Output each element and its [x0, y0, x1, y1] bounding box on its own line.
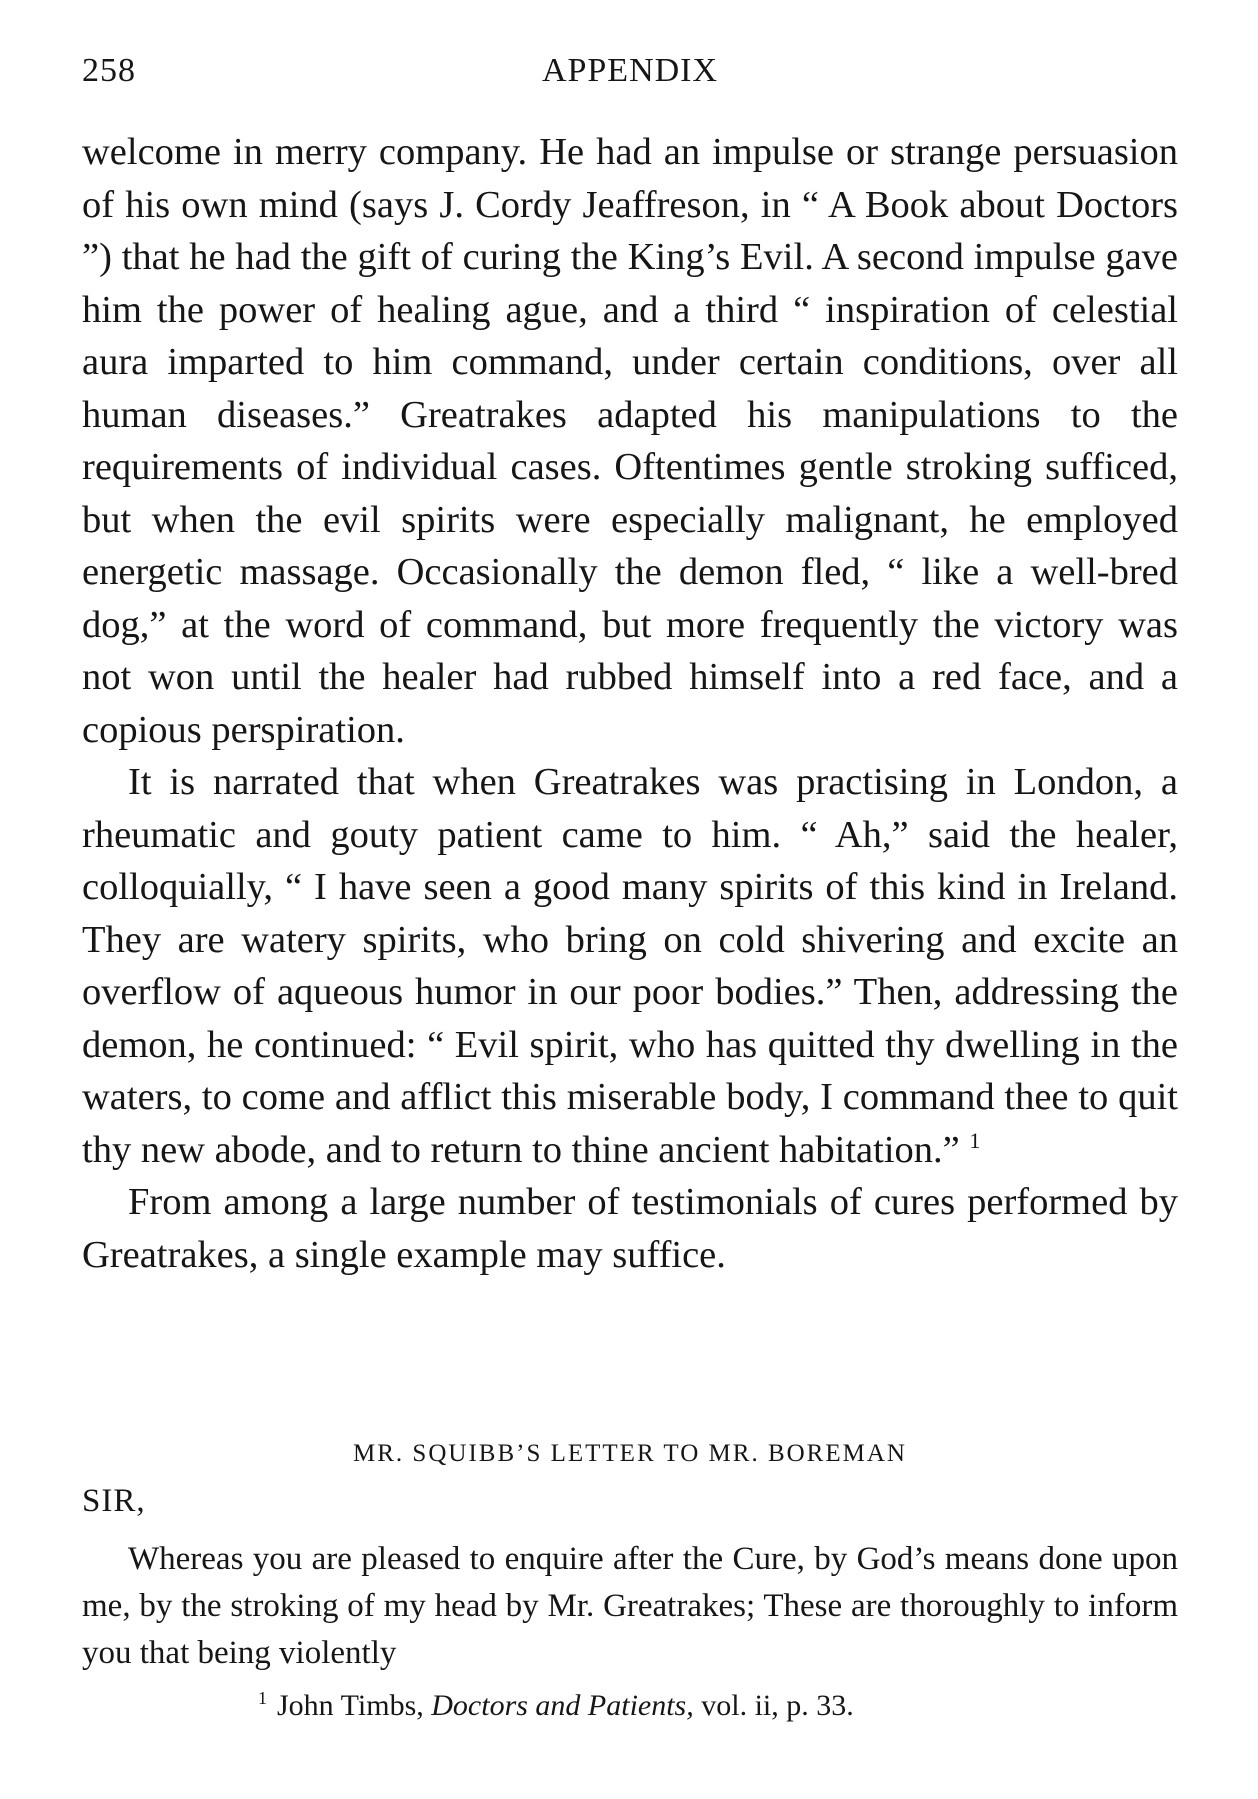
- running-head: APPENDIX: [541, 52, 719, 89]
- footnote-location: vol. ii, p. 33.: [701, 1689, 854, 1722]
- paragraph-text: It is narrated that when Greatrakes was practising in London, a rheumatic and gouty patient came to him. “ Ah,” said the healer, colloquially, “ I have seen a good many spirits of this kind in Ireland. They are watery spirits, who bring on cold shivering and excite an overflow of aqueous humor in our poor bodies.” Then, addressing the demon, he continued: “ Evil spirit, who has quitted thy dwelling in the waters, to come and afflict this miserable body, I command thee to quit thy new abode, and to return to thine ancient habitation.”: [82, 761, 1178, 1171]
- footnote-reference: 1: [969, 1127, 981, 1153]
- page-header: [82, 52, 1178, 96]
- footnote-title: Doctors and Patients,: [431, 1689, 694, 1722]
- footnote-marker: 1: [258, 1688, 267, 1708]
- paragraph: welcome in merry company. He had an impulse or strange persuasion of his own mind (says J. Cordy Jeaffreson, in “ A Book about Doctors ”) that he had the gift of curing the King’s Evil. A second impulse gave him the power of healing ague, and a third “ inspiration of celestial aura imparted to him command, under certain conditions, over all human diseases.” Greatrakes adapted his manipulations to the requirements of individual cases. Oftentimes gentle stroking sufficed, but when the evil spirits were especially malignant, he employed energetic massage. Occasionally the demon fled, “ like a well-bred dog,” at the word of command, but more frequently the victory was not won until the healer had rubbed himself into a red face, and a copious perspiration.: [82, 131, 1178, 751]
- letter-heading: MR. SQUIBB’S LETTER TO MR. BOREMAN: [353, 1440, 907, 1467]
- footnote-author: John Timbs,: [277, 1689, 424, 1722]
- body-text: [82, 126, 1178, 1281]
- book-page: [82, 0, 1178, 1799]
- footnote: [258, 1688, 854, 1723]
- paragraph: From among a large number of testimonials of cures performed by Greatrakes, a single example may suffice.: [82, 1181, 1178, 1276]
- letter-body: Whereas you are pleased to enquire after the Cure, by God’s means done upon me, by the stroking of my head by Mr. Greatrakes; These are thoroughly to inform you that being violently: [82, 1541, 1178, 1671]
- page-number: 258: [82, 52, 136, 89]
- paragraph: [82, 756, 1178, 1176]
- letter-salutation: SIR,: [82, 1483, 146, 1519]
